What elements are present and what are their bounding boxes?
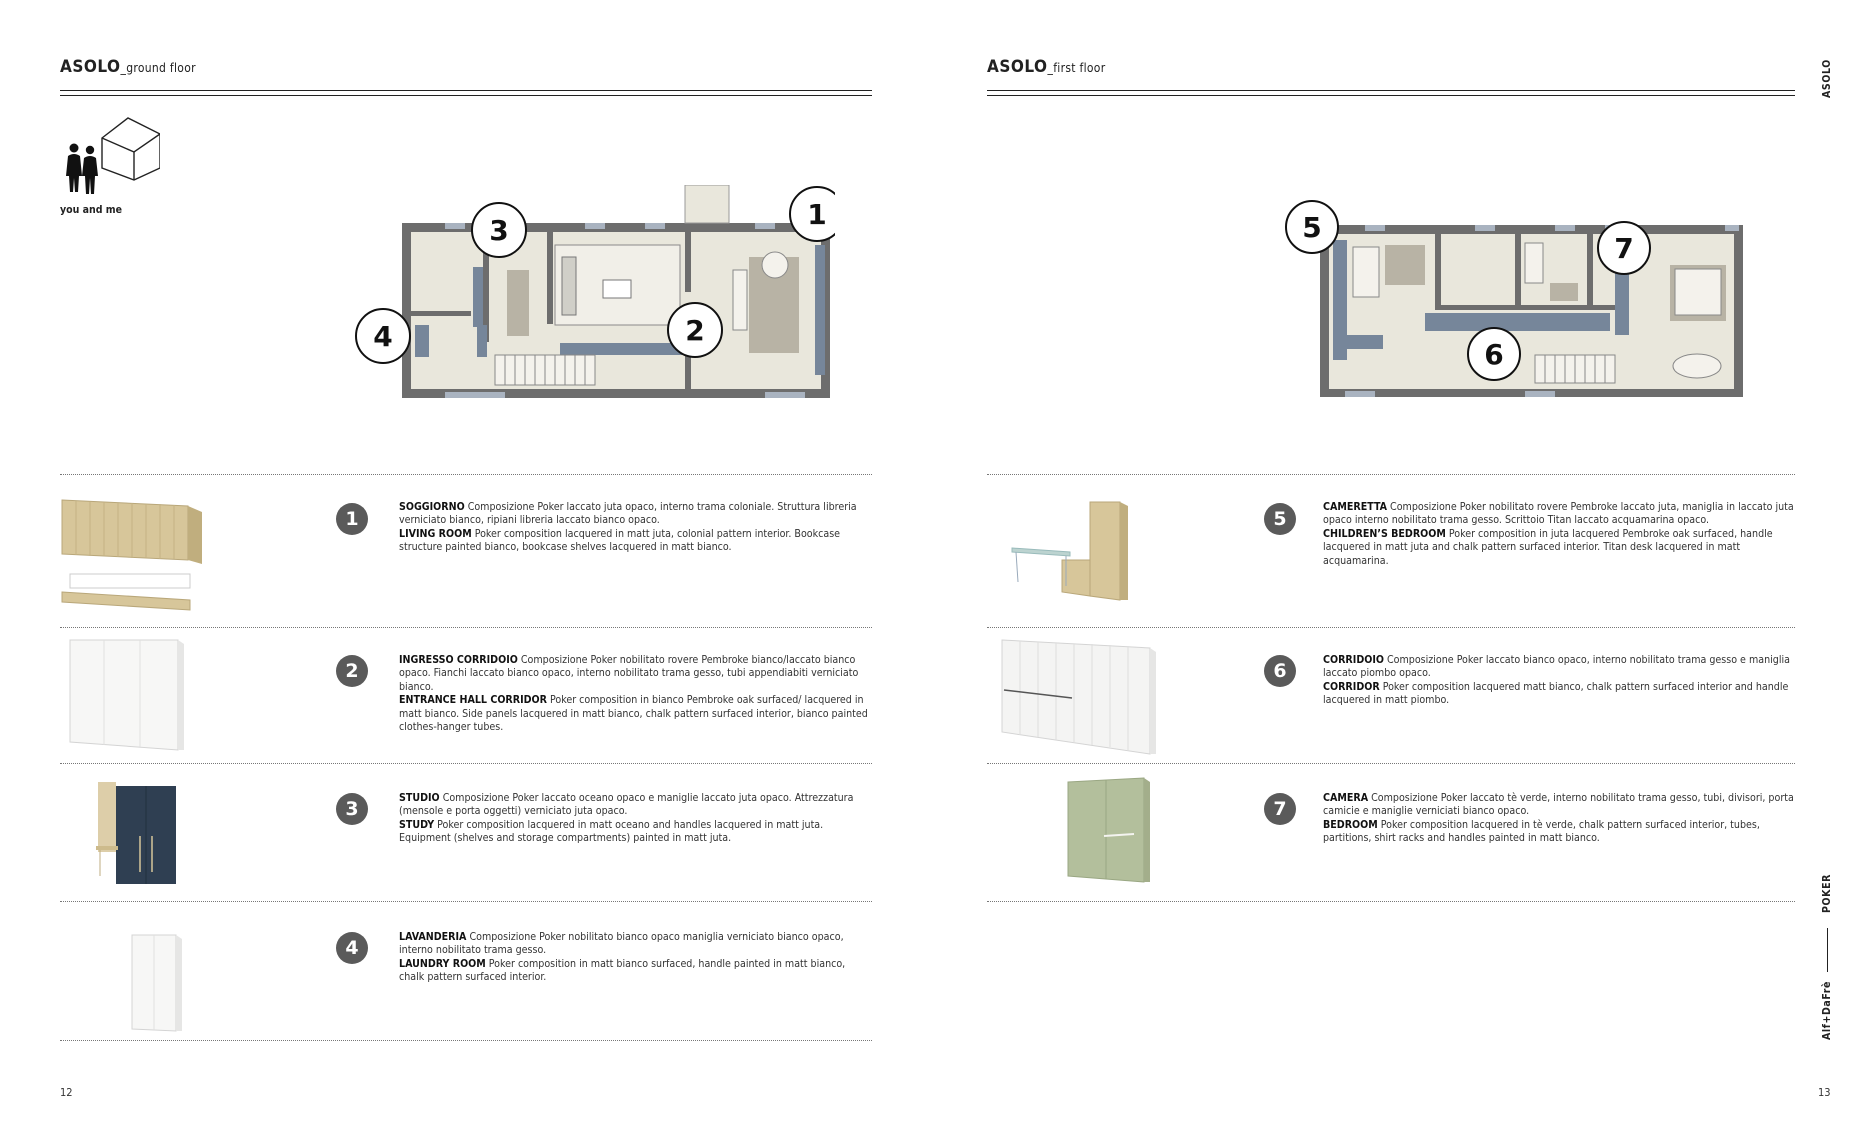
entry-1-number-badge: 1 (336, 503, 368, 535)
right-title-rule (987, 90, 1795, 96)
left-divider-2 (60, 763, 872, 764)
entry-6-label-en: CORRIDOR (1323, 680, 1380, 693)
side-label-divider (1827, 928, 1828, 972)
entry-3-image (96, 776, 196, 890)
entry-4-number-badge: 4 (336, 932, 368, 964)
entry-1-text-en: Poker composition lacquered in matt juta, colonial pattern interior. Bookcase structure painted bianco, bookcase shelves lacquered in matt bianco. (399, 527, 841, 554)
right-title-sub: _first floor (1047, 61, 1106, 75)
entry-2-text-it: Composizione Poker nobilitato rovere Pembroke bianco/laccato bianco opaco. Fianchi laccato bianco opaco, interno nobilitato trama gesso, tubi appendiabiti verniciato bianco. (399, 654, 859, 693)
entry-3-number-badge: 3 (336, 793, 368, 825)
entry-5-label-it: CAMERETTA (1323, 501, 1388, 513)
entry-5-text (1323, 501, 1795, 568)
entry-6-text-en: Poker composition lacquered matt bianco, chalk pattern surfaced interior and handle lacquered in matt piombo. (1323, 680, 1789, 707)
entry-4-image (130, 933, 190, 1037)
entry-5-number-badge: 5 (1264, 503, 1296, 535)
left-title-sub: _ground floor (120, 61, 196, 75)
right-divider-2 (987, 763, 1795, 764)
left-divider-0 (60, 474, 872, 475)
entry-3-label-en: STUDY (399, 818, 435, 831)
entry-7-label-en: BEDROOM (1323, 818, 1378, 831)
left-title-main: ASOLO (60, 57, 121, 77)
entry-5-label-en: CHILDREN’S BEDROOM (1323, 527, 1446, 540)
plan-marker-6: 6 (1484, 338, 1504, 371)
right-title-main: ASOLO (987, 57, 1048, 77)
entry-4-text-en: Poker composition in matt bianco surfaced, handle painted in matt bianco, chalk pattern surfaced interior. (399, 957, 846, 984)
entry-6-text-it: Composizione Poker laccato bianco opaco, interno nobilitato trama gesso e maniglia laccato piombo opaco. (1323, 654, 1790, 680)
side-label-poker: POKER (1821, 873, 1833, 913)
entry-2-label-it: INGRESSO CORRIDOIO (399, 654, 518, 666)
entry-3-label-it: STUDIO (399, 792, 440, 804)
entry-1-label-it: SOGGIORNO (399, 501, 465, 513)
entry-7-text (1323, 792, 1795, 846)
entry-5-text-en: Poker composition in juta lacquered Pembroke oak surfaced, handle lacquered in matt juta and chalk pattern surfaced interior. Titan desk lacquered in matt acquamarina. (1323, 527, 1773, 567)
entry-3-text (399, 792, 871, 846)
entry-2-image (68, 638, 188, 760)
entry-4-label-it: LAVANDERIA (399, 931, 467, 943)
entry-6-number-badge: 6 (1264, 655, 1296, 687)
right-page-number: 13 (1818, 1086, 1831, 1099)
entry-7-label-it: CAMERA (1323, 792, 1369, 804)
right-divider-0 (987, 474, 1795, 475)
plan-marker-3: 3 (489, 214, 509, 247)
side-label-asolo: ASOLO (1821, 59, 1833, 98)
entry-4-text (399, 931, 871, 985)
left-divider-4 (60, 1040, 872, 1041)
entry-3-text-en: Poker composition lacquered in matt oceano and handles lacquered in matt juta. Equipment (shelves and storage compartments) painted in matt juta. (399, 818, 824, 845)
entry-1-text (399, 501, 871, 555)
entry-6-image (1000, 638, 1160, 762)
you-and-me-caption: you and me (60, 204, 123, 216)
left-page-number: 12 (60, 1086, 73, 1099)
plan-marker-4: 4 (373, 320, 393, 353)
entry-7-text-it: Composizione Poker laccato tè verde, interno nobilitato trama gesso, tubi, divisori, porta camicie e maniglie verniciati bianco opaco. (1323, 792, 1794, 818)
side-label-brand: Alf+DaFrè (1821, 980, 1833, 1040)
right-page-title (987, 57, 1105, 77)
left-title-rule (60, 90, 872, 96)
plan-marker-2: 2 (685, 314, 705, 347)
left-page-title (60, 57, 196, 77)
entry-7-number-badge: 7 (1264, 793, 1296, 825)
entry-6-text (1323, 654, 1795, 708)
entry-4-label-en: LAUNDRY ROOM (399, 957, 486, 970)
left-divider-3 (60, 901, 872, 902)
entry-7-text-en: Poker composition lacquered in tè verde, chalk pattern surfaced interior, tubes, partitions, shirt racks and handles painted in matt bianco. (1323, 818, 1760, 845)
entry-7-image (1064, 776, 1154, 890)
entry-5-text-it: Composizione Poker nobilitato rovere Pembroke laccato juta, maniglia in laccato juta opaco interno nobilitato trama gesso. Scrittoio Titan laccato acquamarina opaco. (1323, 501, 1794, 527)
entry-1-image (60, 492, 235, 626)
first-floor-plan (1285, 195, 1755, 405)
plan-marker-5: 5 (1302, 211, 1322, 244)
entry-2-text (399, 654, 871, 734)
entry-1-label-en: LIVING ROOM (399, 527, 472, 540)
plan-marker-7: 7 (1614, 232, 1634, 265)
entry-6-label-it: CORRIDOIO (1323, 654, 1384, 666)
entry-5-image (1010, 500, 1160, 614)
left-divider-1 (60, 627, 872, 628)
entry-2-label-en: ENTRANCE HALL CORRIDOR (399, 694, 547, 707)
right-divider-1 (987, 627, 1795, 628)
you-and-me-icon (60, 110, 160, 204)
ground-floor-plan (355, 185, 835, 410)
entry-2-number-badge: 2 (336, 655, 368, 687)
plan-marker-1: 1 (807, 198, 827, 231)
entry-1-text-it: Composizione Poker laccato juta opaco, interno trama coloniale. Struttura libreria verniciato bianco, ripiani libreria laccato bianco opaco. (399, 501, 857, 527)
right-divider-3 (987, 901, 1795, 902)
entry-3-text-it: Composizione Poker laccato oceano opaco e maniglie laccato juta opaco. Attrezzatura (mensole e porta oggetti) verniciato juta opaco. (399, 792, 854, 818)
entry-4-text-it: Composizione Poker nobilitato bianco opaco maniglia verniciato bianco opaco, interno nobilitato trama gesso. (399, 931, 844, 957)
entry-2-text-en: Poker composition in bianco Pembroke oak surfaced/ lacquered in matt bianco. Side panels lacquered in matt bianco, chalk pattern surfaced interior, bianco painted clothes-hanger tubes. (399, 694, 868, 734)
